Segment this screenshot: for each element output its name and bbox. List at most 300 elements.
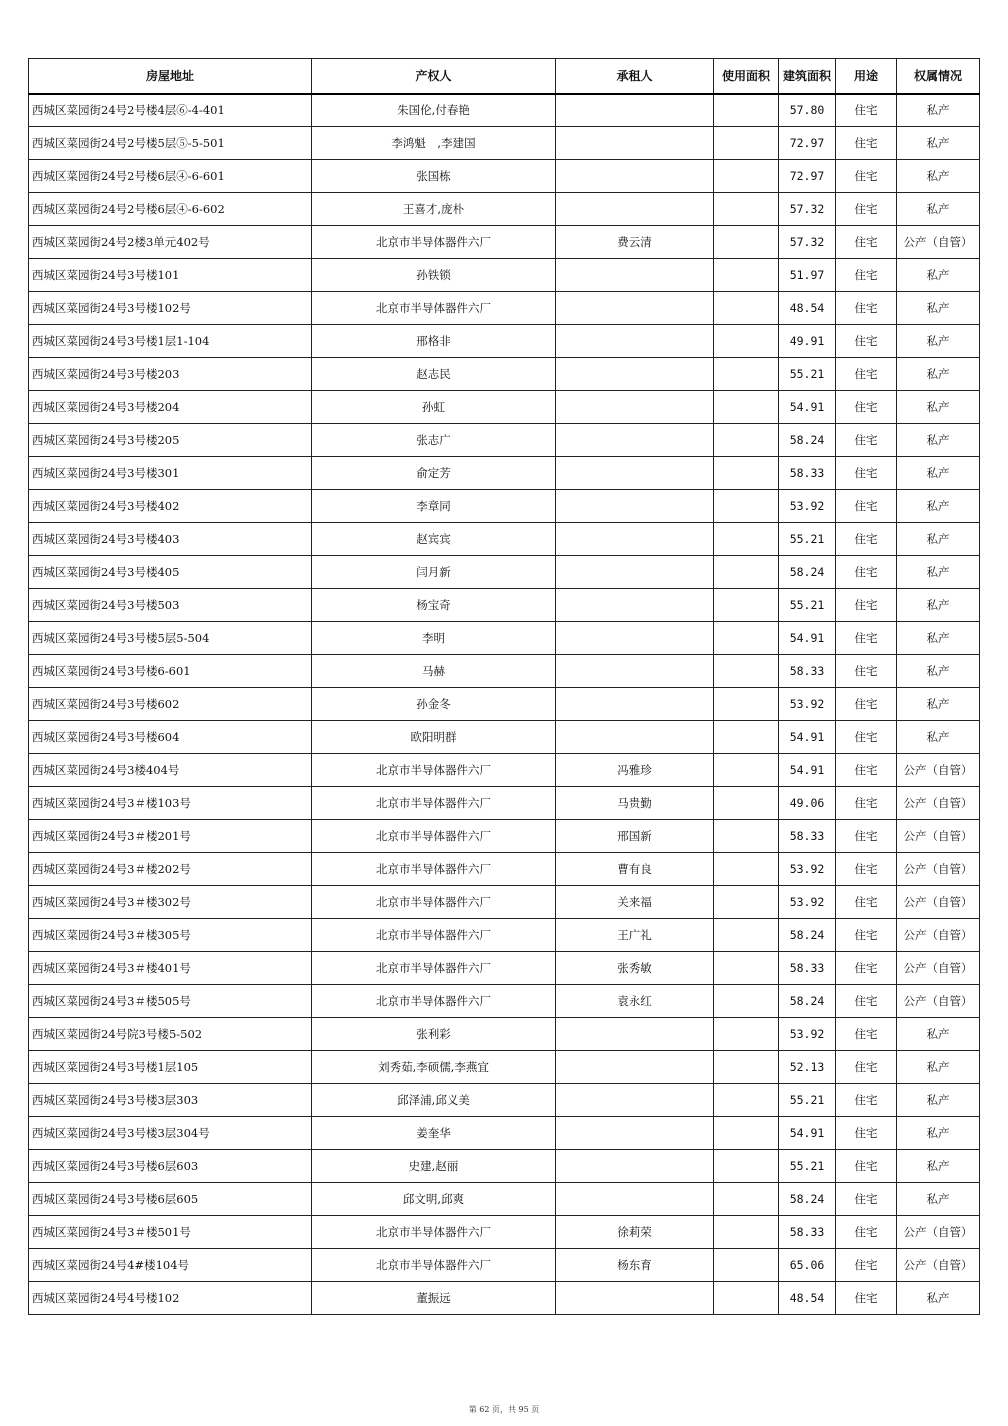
cell-usable-area bbox=[714, 1249, 779, 1282]
cell-address: 西城区菜园街24号3号楼405 bbox=[29, 556, 312, 589]
cell-owner: 姜奎华 bbox=[312, 1117, 556, 1150]
cell-building-area: 54.91 bbox=[779, 622, 836, 655]
cell-owner: 北京市半导体器件六厂 bbox=[312, 1216, 556, 1249]
cell-usage: 住宅 bbox=[836, 1084, 897, 1117]
cell-owner: 张利彩 bbox=[312, 1018, 556, 1051]
cell-tenant bbox=[556, 655, 714, 688]
cell-owner: 杨宝奇 bbox=[312, 589, 556, 622]
cell-usage: 住宅 bbox=[836, 589, 897, 622]
cell-owner: 史建,赵丽 bbox=[312, 1150, 556, 1183]
cell-building-area: 49.06 bbox=[779, 787, 836, 820]
cell-usable-area bbox=[714, 1117, 779, 1150]
cell-owner: 北京市半导体器件六厂 bbox=[312, 820, 556, 853]
header-usage: 用途 bbox=[836, 59, 897, 94]
cell-building-area: 58.33 bbox=[779, 1216, 836, 1249]
cell-status: 公产（自管） bbox=[897, 1216, 980, 1249]
cell-address: 西城区菜园街24号3＃楼103号 bbox=[29, 787, 312, 820]
cell-usable-area bbox=[714, 985, 779, 1018]
cell-status: 私产 bbox=[897, 1051, 980, 1084]
cell-tenant bbox=[556, 622, 714, 655]
cell-status: 私产 bbox=[897, 1018, 980, 1051]
cell-usage: 住宅 bbox=[836, 391, 897, 424]
table-row bbox=[29, 622, 980, 655]
table-row bbox=[29, 688, 980, 721]
cell-owner: 朱国伦,付春艳 bbox=[312, 94, 556, 127]
cell-usable-area bbox=[714, 787, 779, 820]
cell-owner: 王喜才,庞朴 bbox=[312, 193, 556, 226]
table-row bbox=[29, 952, 980, 985]
cell-owner: 北京市半导体器件六厂 bbox=[312, 226, 556, 259]
cell-building-area: 53.92 bbox=[779, 886, 836, 919]
cell-address: 西城区菜园街24号2号楼5层⑤-5-501 bbox=[29, 127, 312, 160]
cell-owner: 邱文明,邱爽 bbox=[312, 1183, 556, 1216]
cell-building-area: 48.54 bbox=[779, 292, 836, 325]
cell-usage: 住宅 bbox=[836, 1150, 897, 1183]
cell-usage: 住宅 bbox=[836, 160, 897, 193]
cell-usage: 住宅 bbox=[836, 1117, 897, 1150]
cell-usage: 住宅 bbox=[836, 688, 897, 721]
header-address: 房屋地址 bbox=[29, 59, 312, 94]
cell-address: 西城区菜园街24号3号楼6层605 bbox=[29, 1183, 312, 1216]
cell-usable-area bbox=[714, 523, 779, 556]
cell-tenant bbox=[556, 556, 714, 589]
cell-usage: 住宅 bbox=[836, 325, 897, 358]
cell-tenant bbox=[556, 1018, 714, 1051]
cell-address: 西城区菜园街24号3号楼403 bbox=[29, 523, 312, 556]
cell-usage: 住宅 bbox=[836, 1282, 897, 1315]
cell-tenant bbox=[556, 1051, 714, 1084]
cell-tenant bbox=[556, 292, 714, 325]
cell-usage: 住宅 bbox=[836, 622, 897, 655]
cell-status: 公产（自管） bbox=[897, 787, 980, 820]
cell-address: 西城区菜园街24号3号楼6层603 bbox=[29, 1150, 312, 1183]
cell-usable-area bbox=[714, 94, 779, 127]
cell-address: 西城区菜园街24号2号楼4层⑥-4-401 bbox=[29, 94, 312, 127]
cell-status: 私产 bbox=[897, 556, 980, 589]
table-row bbox=[29, 589, 980, 622]
cell-tenant bbox=[556, 259, 714, 292]
cell-usage: 住宅 bbox=[836, 1249, 897, 1282]
cell-usage: 住宅 bbox=[836, 1183, 897, 1216]
cell-address: 西城区菜园街24号3＃楼202号 bbox=[29, 853, 312, 886]
table-row bbox=[29, 1051, 980, 1084]
cell-tenant bbox=[556, 127, 714, 160]
cell-address: 西城区菜园街24号2号楼6层④-6-601 bbox=[29, 160, 312, 193]
cell-status: 公产（自管） bbox=[897, 952, 980, 985]
cell-usable-area bbox=[714, 1018, 779, 1051]
cell-building-area: 53.92 bbox=[779, 688, 836, 721]
cell-address: 西城区菜园街24号3号楼602 bbox=[29, 688, 312, 721]
cell-tenant: 杨东育 bbox=[556, 1249, 714, 1282]
table-row bbox=[29, 1249, 980, 1282]
cell-building-area: 65.06 bbox=[779, 1249, 836, 1282]
cell-status: 私产 bbox=[897, 1084, 980, 1117]
cell-tenant: 王广礼 bbox=[556, 919, 714, 952]
cell-tenant: 张秀敏 bbox=[556, 952, 714, 985]
cell-usage: 住宅 bbox=[836, 952, 897, 985]
cell-usable-area bbox=[714, 358, 779, 391]
table-body bbox=[29, 94, 980, 1315]
cell-usable-area bbox=[714, 424, 779, 457]
cell-building-area: 72.97 bbox=[779, 127, 836, 160]
table-row bbox=[29, 1150, 980, 1183]
cell-building-area: 57.32 bbox=[779, 193, 836, 226]
cell-address: 西城区菜园街24号3号楼604 bbox=[29, 721, 312, 754]
cell-building-area: 57.80 bbox=[779, 94, 836, 127]
table-row bbox=[29, 391, 980, 424]
cell-tenant bbox=[556, 490, 714, 523]
cell-address: 西城区菜园街24号3号楼205 bbox=[29, 424, 312, 457]
cell-usable-area bbox=[714, 490, 779, 523]
table-row bbox=[29, 226, 980, 259]
cell-usage: 住宅 bbox=[836, 820, 897, 853]
cell-usage: 住宅 bbox=[836, 457, 897, 490]
cell-address: 西城区菜园街24号2楼3单元402号 bbox=[29, 226, 312, 259]
cell-usage: 住宅 bbox=[836, 193, 897, 226]
cell-tenant bbox=[556, 1084, 714, 1117]
cell-status: 私产 bbox=[897, 688, 980, 721]
cell-building-area: 55.21 bbox=[779, 523, 836, 556]
cell-owner: 孙虹 bbox=[312, 391, 556, 424]
table-row bbox=[29, 160, 980, 193]
table-row bbox=[29, 721, 980, 754]
page-number: 第 62 页，共 95 页 bbox=[468, 1405, 540, 1414]
cell-owner: 北京市半导体器件六厂 bbox=[312, 853, 556, 886]
cell-status: 公产（自管） bbox=[897, 754, 980, 787]
cell-status: 私产 bbox=[897, 1183, 980, 1216]
cell-status: 私产 bbox=[897, 523, 980, 556]
cell-owner: 北京市半导体器件六厂 bbox=[312, 1249, 556, 1282]
cell-tenant bbox=[556, 424, 714, 457]
header-status: 权属情况 bbox=[897, 59, 980, 94]
cell-building-area: 54.91 bbox=[779, 754, 836, 787]
cell-usable-area bbox=[714, 1150, 779, 1183]
cell-status: 私产 bbox=[897, 1150, 980, 1183]
cell-address: 西城区菜园街24号3楼404号 bbox=[29, 754, 312, 787]
table-row bbox=[29, 490, 980, 523]
cell-status: 私产 bbox=[897, 259, 980, 292]
header-row bbox=[29, 59, 980, 94]
cell-usable-area bbox=[714, 886, 779, 919]
cell-status: 公产（自管） bbox=[897, 820, 980, 853]
cell-building-area: 58.33 bbox=[779, 457, 836, 490]
cell-owner: 张国栋 bbox=[312, 160, 556, 193]
cell-usage: 住宅 bbox=[836, 259, 897, 292]
table-row bbox=[29, 787, 980, 820]
cell-address: 西城区菜园街24号3号楼301 bbox=[29, 457, 312, 490]
cell-owner: 孙铁锁 bbox=[312, 259, 556, 292]
cell-status: 公产（自管） bbox=[897, 886, 980, 919]
cell-tenant bbox=[556, 589, 714, 622]
cell-usable-area bbox=[714, 952, 779, 985]
cell-address: 西城区菜园街24号4号楼102 bbox=[29, 1282, 312, 1315]
cell-status: 公产（自管） bbox=[897, 985, 980, 1018]
cell-tenant bbox=[556, 1117, 714, 1150]
cell-address: 西城区菜园街24号3号楼3层303 bbox=[29, 1084, 312, 1117]
cell-address: 西城区菜园街24号3号楼204 bbox=[29, 391, 312, 424]
cell-usage: 住宅 bbox=[836, 127, 897, 160]
cell-status: 私产 bbox=[897, 127, 980, 160]
table-row bbox=[29, 556, 980, 589]
cell-usable-area bbox=[714, 853, 779, 886]
cell-status: 私产 bbox=[897, 193, 980, 226]
table-row bbox=[29, 1282, 980, 1315]
cell-usable-area bbox=[714, 1216, 779, 1249]
table-row bbox=[29, 754, 980, 787]
cell-usable-area bbox=[714, 919, 779, 952]
table-row bbox=[29, 1183, 980, 1216]
table-row bbox=[29, 820, 980, 853]
cell-tenant bbox=[556, 193, 714, 226]
cell-status: 公产（自管） bbox=[897, 1249, 980, 1282]
cell-owner: 北京市半导体器件六厂 bbox=[312, 919, 556, 952]
cell-usable-area bbox=[714, 193, 779, 226]
table-row bbox=[29, 457, 980, 490]
cell-status: 私产 bbox=[897, 1117, 980, 1150]
table-row bbox=[29, 1216, 980, 1249]
cell-building-area: 53.92 bbox=[779, 490, 836, 523]
cell-usable-area bbox=[714, 622, 779, 655]
cell-usage: 住宅 bbox=[836, 919, 897, 952]
cell-tenant bbox=[556, 94, 714, 127]
cell-status: 公产（自管） bbox=[897, 853, 980, 886]
cell-building-area: 55.21 bbox=[779, 1150, 836, 1183]
cell-usable-area bbox=[714, 655, 779, 688]
cell-usable-area bbox=[714, 820, 779, 853]
cell-status: 私产 bbox=[897, 358, 980, 391]
cell-building-area: 57.32 bbox=[779, 226, 836, 259]
table-row bbox=[29, 1018, 980, 1051]
table-row bbox=[29, 853, 980, 886]
cell-building-area: 51.97 bbox=[779, 259, 836, 292]
cell-status: 私产 bbox=[897, 490, 980, 523]
cell-tenant: 费云清 bbox=[556, 226, 714, 259]
cell-usage: 住宅 bbox=[836, 655, 897, 688]
table-row bbox=[29, 523, 980, 556]
cell-usage: 住宅 bbox=[836, 424, 897, 457]
cell-address: 西城区菜园街24号3号楼1层105 bbox=[29, 1051, 312, 1084]
cell-usable-area bbox=[714, 1084, 779, 1117]
cell-tenant: 曹有良 bbox=[556, 853, 714, 886]
cell-status: 私产 bbox=[897, 457, 980, 490]
cell-building-area: 52.13 bbox=[779, 1051, 836, 1084]
cell-usage: 住宅 bbox=[836, 721, 897, 754]
cell-address: 西城区菜园街24号4#楼104号 bbox=[29, 1249, 312, 1282]
cell-building-area: 55.21 bbox=[779, 358, 836, 391]
cell-usable-area bbox=[714, 391, 779, 424]
cell-building-area: 53.92 bbox=[779, 853, 836, 886]
cell-building-area: 55.21 bbox=[779, 589, 836, 622]
cell-owner: 北京市半导体器件六厂 bbox=[312, 754, 556, 787]
table-row bbox=[29, 424, 980, 457]
cell-usable-area bbox=[714, 556, 779, 589]
cell-tenant bbox=[556, 1150, 714, 1183]
cell-building-area: 54.91 bbox=[779, 1117, 836, 1150]
cell-status: 私产 bbox=[897, 622, 980, 655]
cell-building-area: 58.24 bbox=[779, 985, 836, 1018]
cell-status: 私产 bbox=[897, 292, 980, 325]
cell-usage: 住宅 bbox=[836, 787, 897, 820]
cell-status: 私产 bbox=[897, 589, 980, 622]
cell-tenant bbox=[556, 523, 714, 556]
cell-building-area: 58.33 bbox=[779, 820, 836, 853]
table-row bbox=[29, 292, 980, 325]
cell-status: 私产 bbox=[897, 424, 980, 457]
cell-owner: 北京市半导体器件六厂 bbox=[312, 292, 556, 325]
cell-owner: 欧阳明群 bbox=[312, 721, 556, 754]
cell-building-area: 58.33 bbox=[779, 952, 836, 985]
cell-tenant: 马贵勤 bbox=[556, 787, 714, 820]
table-row bbox=[29, 259, 980, 292]
cell-usage: 住宅 bbox=[836, 556, 897, 589]
cell-status: 公产（自管） bbox=[897, 226, 980, 259]
cell-usable-area bbox=[714, 292, 779, 325]
cell-status: 私产 bbox=[897, 721, 980, 754]
cell-address: 西城区菜园街24号院3号楼5-502 bbox=[29, 1018, 312, 1051]
cell-owner: 北京市半导体器件六厂 bbox=[312, 886, 556, 919]
cell-tenant: 冯雅珍 bbox=[556, 754, 714, 787]
header-tenant: 承租人 bbox=[556, 59, 714, 94]
cell-building-area: 58.24 bbox=[779, 424, 836, 457]
header-building-area: 建筑面积 bbox=[779, 59, 836, 94]
cell-usable-area bbox=[714, 688, 779, 721]
cell-owner: 俞定芳 bbox=[312, 457, 556, 490]
cell-status: 私产 bbox=[897, 391, 980, 424]
cell-building-area: 49.91 bbox=[779, 325, 836, 358]
cell-usable-area bbox=[714, 259, 779, 292]
cell-status: 公产（自管） bbox=[897, 919, 980, 952]
cell-usage: 住宅 bbox=[836, 226, 897, 259]
cell-building-area: 55.21 bbox=[779, 1084, 836, 1117]
cell-owner: 张志广 bbox=[312, 424, 556, 457]
cell-usage: 住宅 bbox=[836, 1051, 897, 1084]
cell-address: 西城区菜园街24号3号楼3层304号 bbox=[29, 1117, 312, 1150]
cell-address: 西城区菜园街24号3＃楼302号 bbox=[29, 886, 312, 919]
cell-usable-area bbox=[714, 160, 779, 193]
cell-owner: 刘秀茹,李硕儒,李燕宜 bbox=[312, 1051, 556, 1084]
cell-owner: 李章同 bbox=[312, 490, 556, 523]
cell-building-area: 58.24 bbox=[779, 1183, 836, 1216]
cell-usage: 住宅 bbox=[836, 886, 897, 919]
cell-status: 私产 bbox=[897, 325, 980, 358]
table-row bbox=[29, 94, 980, 127]
cell-address: 西城区菜园街24号3号楼6-601 bbox=[29, 655, 312, 688]
cell-building-area: 54.91 bbox=[779, 721, 836, 754]
cell-tenant bbox=[556, 457, 714, 490]
property-table bbox=[28, 58, 980, 1315]
cell-tenant bbox=[556, 1183, 714, 1216]
cell-usable-area bbox=[714, 127, 779, 160]
cell-address: 西城区菜园街24号3＃楼505号 bbox=[29, 985, 312, 1018]
cell-address: 西城区菜园街24号3＃楼401号 bbox=[29, 952, 312, 985]
table-row bbox=[29, 886, 980, 919]
cell-address: 西城区菜园街24号3号楼402 bbox=[29, 490, 312, 523]
cell-building-area: 48.54 bbox=[779, 1282, 836, 1315]
cell-usage: 住宅 bbox=[836, 292, 897, 325]
cell-owner: 闫月新 bbox=[312, 556, 556, 589]
cell-tenant bbox=[556, 391, 714, 424]
cell-usage: 住宅 bbox=[836, 523, 897, 556]
cell-usable-area bbox=[714, 226, 779, 259]
cell-building-area: 54.91 bbox=[779, 391, 836, 424]
cell-building-area: 58.24 bbox=[779, 919, 836, 952]
cell-usage: 住宅 bbox=[836, 754, 897, 787]
cell-address: 西城区菜园街24号3号楼503 bbox=[29, 589, 312, 622]
cell-status: 私产 bbox=[897, 160, 980, 193]
cell-address: 西城区菜园街24号3＃楼201号 bbox=[29, 820, 312, 853]
cell-address: 西城区菜园街24号3＃楼501号 bbox=[29, 1216, 312, 1249]
cell-address: 西城区菜园街24号3号楼203 bbox=[29, 358, 312, 391]
table-row bbox=[29, 193, 980, 226]
cell-usage: 住宅 bbox=[836, 94, 897, 127]
cell-owner: 邱泽浦,邱义美 bbox=[312, 1084, 556, 1117]
cell-owner: 孙金冬 bbox=[312, 688, 556, 721]
table-row bbox=[29, 358, 980, 391]
cell-usable-area bbox=[714, 1183, 779, 1216]
table-row bbox=[29, 655, 980, 688]
cell-owner: 北京市半导体器件六厂 bbox=[312, 985, 556, 1018]
cell-tenant bbox=[556, 688, 714, 721]
cell-owner: 李鸿魁 ,李建国 bbox=[312, 127, 556, 160]
cell-status: 私产 bbox=[897, 1282, 980, 1315]
cell-building-area: 72.97 bbox=[779, 160, 836, 193]
table-row bbox=[29, 127, 980, 160]
cell-usable-area bbox=[714, 1051, 779, 1084]
cell-tenant: 邢国新 bbox=[556, 820, 714, 853]
cell-building-area: 58.33 bbox=[779, 655, 836, 688]
cell-tenant bbox=[556, 325, 714, 358]
cell-usage: 住宅 bbox=[836, 985, 897, 1018]
cell-owner: 北京市半导体器件六厂 bbox=[312, 787, 556, 820]
cell-tenant: 徐莉荣 bbox=[556, 1216, 714, 1249]
cell-usage: 住宅 bbox=[836, 358, 897, 391]
cell-usable-area bbox=[714, 754, 779, 787]
cell-tenant bbox=[556, 358, 714, 391]
cell-owner: 北京市半导体器件六厂 bbox=[312, 952, 556, 985]
cell-usable-area bbox=[714, 325, 779, 358]
cell-usage: 住宅 bbox=[836, 1216, 897, 1249]
cell-address: 西城区菜园街24号3号楼1层1-104 bbox=[29, 325, 312, 358]
table-row bbox=[29, 985, 980, 1018]
cell-usable-area bbox=[714, 457, 779, 490]
table-row bbox=[29, 1117, 980, 1150]
cell-tenant bbox=[556, 160, 714, 193]
cell-usage: 住宅 bbox=[836, 1018, 897, 1051]
cell-usage: 住宅 bbox=[836, 853, 897, 886]
cell-tenant: 袁永红 bbox=[556, 985, 714, 1018]
cell-usable-area bbox=[714, 721, 779, 754]
cell-tenant: 关来福 bbox=[556, 886, 714, 919]
cell-address: 西城区菜园街24号3号楼101 bbox=[29, 259, 312, 292]
header-usable-area: 使用面积 bbox=[714, 59, 779, 94]
cell-address: 西城区菜园街24号3号楼5层5-504 bbox=[29, 622, 312, 655]
cell-tenant bbox=[556, 1282, 714, 1315]
cell-owner: 邢格非 bbox=[312, 325, 556, 358]
cell-owner: 马赫 bbox=[312, 655, 556, 688]
cell-tenant bbox=[556, 721, 714, 754]
cell-status: 私产 bbox=[897, 655, 980, 688]
cell-usage: 住宅 bbox=[836, 490, 897, 523]
cell-owner: 董振远 bbox=[312, 1282, 556, 1315]
cell-address: 西城区菜园街24号2号楼6层④-6-602 bbox=[29, 193, 312, 226]
cell-address: 西城区菜园街24号3＃楼305号 bbox=[29, 919, 312, 952]
cell-owner: 赵宾宾 bbox=[312, 523, 556, 556]
header-owner: 产权人 bbox=[312, 59, 556, 94]
cell-usable-area bbox=[714, 1282, 779, 1315]
table-row bbox=[29, 1084, 980, 1117]
table-row bbox=[29, 325, 980, 358]
cell-usable-area bbox=[714, 589, 779, 622]
